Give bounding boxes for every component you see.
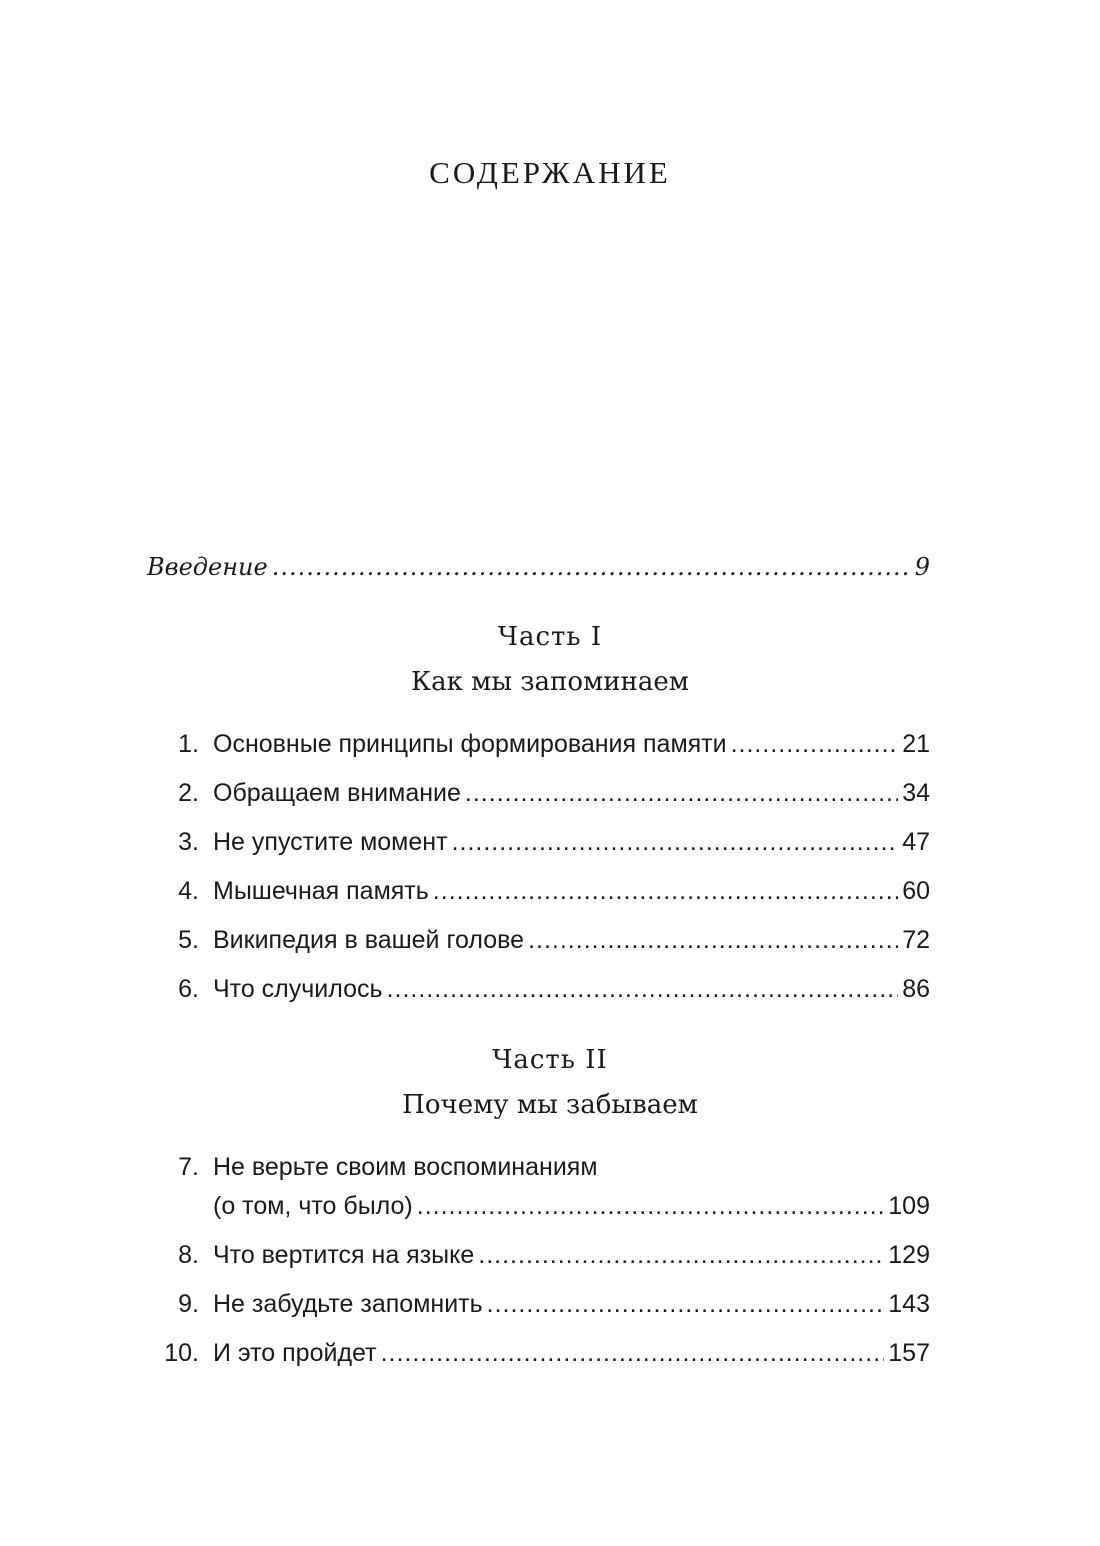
toc-entry-chapter-2[interactable] — [147, 776, 930, 810]
toc-entry-title: Обращаем внимание — [213, 779, 461, 807]
chapter-number: 6. — [178, 975, 199, 1003]
toc-page-number: 9 — [914, 553, 930, 581]
chapter-number: 9. — [178, 1290, 199, 1318]
chapter-number: 7. — [178, 1153, 199, 1181]
toc-page-number: 86 — [902, 975, 930, 1003]
toc-entry-title: Что вертится на языке — [213, 1241, 475, 1269]
chapter-number: 1. — [178, 730, 199, 758]
dot-leader — [417, 1189, 885, 1223]
toc-entry-title: Википедия в вашей голове — [213, 926, 525, 954]
toc-page-number: 60 — [902, 877, 930, 905]
part-label: Часть II — [492, 1045, 608, 1075]
toc-entry-chapter-4[interactable] — [147, 874, 930, 908]
toc-entry-chapter-1[interactable] — [147, 727, 930, 761]
dot-leader — [433, 874, 898, 908]
toc-entry-chapter-6[interactable] — [147, 972, 930, 1006]
toc-entry-chapter-7-first-line[interactable] — [147, 1150, 707, 1184]
chapter-number: 8. — [178, 1241, 199, 1269]
toc-entry-chapter-5[interactable] — [147, 923, 930, 957]
toc-entry-title: Что случилось — [213, 975, 383, 1003]
toc-entry-title: Не упустите момент — [213, 828, 448, 856]
toc-entry-chapter-10[interactable] — [147, 1336, 930, 1370]
toc-page-number: 72 — [902, 926, 930, 954]
toc-entry-chapter-9[interactable] — [147, 1287, 930, 1321]
toc-page-number: 109 — [888, 1192, 930, 1220]
toc-entry-title: Основные принципы формирования памяти — [213, 730, 727, 758]
toc-entry-title: Мышечная память — [213, 877, 429, 905]
toc-page-number: 157 — [888, 1339, 930, 1367]
toc-entry-chapter-3[interactable] — [147, 825, 930, 859]
dot-leader — [487, 1287, 885, 1321]
part-label: Часть I — [497, 622, 603, 652]
dot-leader — [528, 923, 898, 957]
toc-entry-chapter-7[interactable] — [147, 1189, 930, 1223]
chapter-number: 5. — [178, 926, 199, 954]
part-title: Как мы запоминаем — [411, 667, 689, 697]
chapter-number: 3. — [178, 828, 199, 856]
dot-leader — [731, 727, 899, 761]
toc-page-number: 47 — [902, 828, 930, 856]
part-title: Почему мы забываем — [402, 1090, 698, 1120]
toc-page-number: 21 — [902, 730, 930, 758]
toc-page-number: 34 — [902, 779, 930, 807]
chapter-number: 10. — [164, 1339, 199, 1367]
toc-page-number: 129 — [888, 1241, 930, 1269]
dot-leader — [381, 1336, 885, 1370]
page-title: СОДЕРЖАНИЕ — [429, 155, 671, 190]
toc-entry-title: И это пройдет — [213, 1339, 377, 1367]
dot-leader — [272, 550, 911, 584]
toc-entry-chapter-8[interactable] — [147, 1238, 930, 1272]
chapter-number: 2. — [178, 779, 199, 807]
dot-leader — [387, 972, 899, 1006]
toc-entry-title: Не забудьте запомнить — [213, 1290, 483, 1318]
toc-entry-title: Введение — [147, 553, 268, 581]
dot-leader — [478, 1238, 884, 1272]
toc-entry-intro[interactable] — [147, 550, 930, 584]
dot-leader — [465, 776, 898, 810]
dot-leader — [452, 825, 899, 859]
chapter-number: 4. — [178, 877, 199, 905]
toc-entry-title-continued: (о том, что было) — [213, 1192, 413, 1220]
toc-entry-title: Не верьте своим воспоминаниям — [213, 1153, 598, 1181]
toc-page-number: 143 — [888, 1290, 930, 1318]
